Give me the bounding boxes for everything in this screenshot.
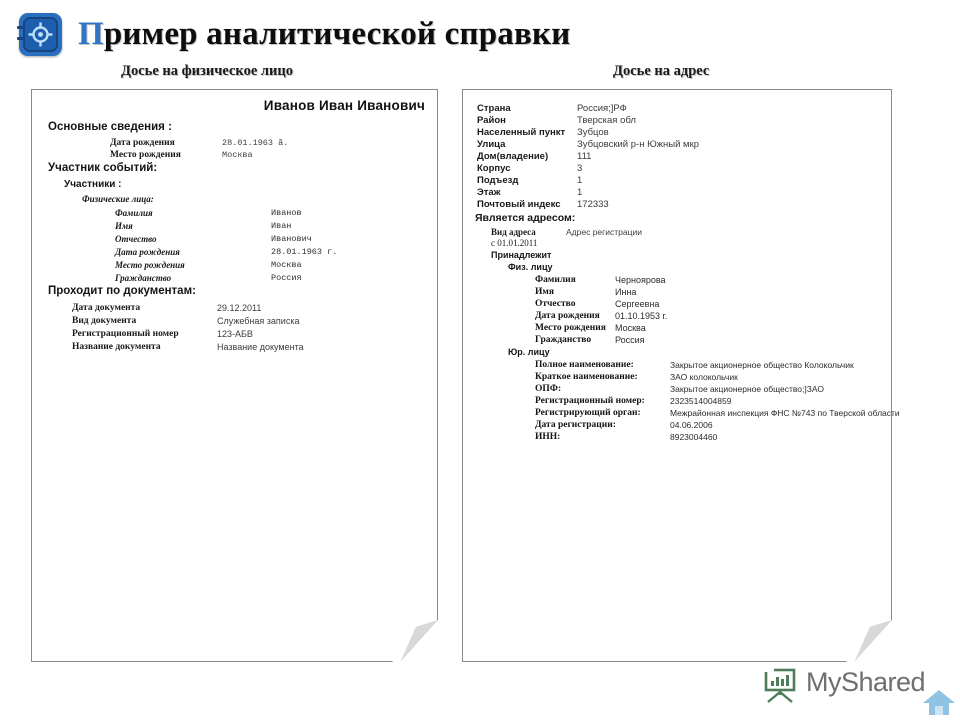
row-value: 123-АБВ [217,329,253,339]
row-label: Дом(владение) [477,151,549,162]
row-value: Адрес регистрации [566,227,642,237]
section-documents: Проходит по документам: [48,285,196,297]
row-label: Страна [477,103,511,114]
row-label: Отчество [115,234,157,244]
subsection-legal-entity: Юр. лицу [508,347,550,357]
page-title-initial: П [78,16,104,52]
row-label: Вид документа [72,316,137,326]
row-label: Населенный пункт [477,127,566,138]
row-label: Район [477,115,506,126]
row-value: 04.06.2006 [670,420,713,430]
row-value: Служебная записка [217,316,300,326]
row-label: Улица [477,139,506,150]
subsection-natural-persons: Физические лица: [82,194,154,204]
subtitle-person-dossier: Досье на физическое лицо [121,63,293,79]
row-value: Зубцовский р-н Южный мкр [577,139,700,150]
section-is-address: Является адресом: [475,212,576,224]
row-value: Иванов [271,208,302,218]
target-board-icon [27,21,54,48]
subsection-natural-person: Физ. лицу [508,262,553,272]
row-label: Регистрирующий орган: [535,408,641,418]
row-value: Закрытое акционерное общество Колокольчик [670,360,854,370]
row-value: Россия [271,273,302,283]
row-label: Имя [535,287,554,297]
row-label: Гражданство [535,335,592,345]
home-icon [922,688,956,716]
row-value: Россия [615,335,645,345]
address-since-value: с 01.01.2011 [491,238,538,248]
row-value: 2323514004859 [670,396,732,406]
row-label: Этаж [477,187,501,198]
row-value: 01.10.1953 г. [615,311,668,321]
row-value: Закрытое акционерное общество;]ЗАО [670,384,824,394]
row-value: 111 [577,151,592,162]
row-value: Иван [271,221,292,231]
row-label: Подъезд [477,175,519,186]
row-label: Почтовый индекс [477,199,561,210]
row-value: Сергеевна [615,299,660,309]
row-label: Полное наименование: [535,360,634,370]
row-value: 29.12.2011 [217,303,262,313]
row-label: Регистрационный номер: [535,396,645,406]
row-label: Дата рождения [110,138,175,148]
row-value: 28.01.1963 г. [271,247,338,257]
row-value: Иванович [271,234,312,244]
row-label: Имя [115,221,133,231]
presentation-chart-icon [762,666,802,706]
row-label: Фамилия [535,275,576,285]
row-value: Москва [615,323,646,333]
row-label: ОПФ: [535,384,562,394]
watermark [762,666,926,711]
page-fold-corner [846,620,892,662]
row-label: Краткое наименование: [535,372,638,382]
section-main-info: Основные сведения : [48,121,172,133]
address-dossier-content [463,90,900,661]
row-value: 1 [577,187,583,198]
row-value: Чернoярова [615,275,666,285]
row-label: Отчество [535,299,576,309]
row-value: 8923004460 [670,432,718,442]
watermark-label: MyShared [806,667,926,697]
table-row [535,432,717,450]
page-fold-corner [392,620,438,662]
row-label: Дата документа [72,303,141,313]
row-value: 28.01.1963 ã. [222,138,289,148]
row-value: Межрайонная инспекция ФНС №743 по Тверской области [670,408,900,418]
row-label: Вид адреса [491,227,536,237]
row-value: Зубцов [577,127,609,138]
address-dossier-page [462,89,900,662]
row-label: Дата рождения [115,247,180,257]
row-label: Место рождения [115,260,185,270]
row-value: ЗАО колокольчик [670,372,738,382]
person-dossier-content [32,90,437,661]
page-title-rest: ример аналитической справки [103,16,571,52]
row-value: Инна [615,287,637,297]
row-value: 1 [577,175,583,186]
table-row [72,342,304,360]
row-label: Дата рождения [535,311,600,321]
row-label: Место рождения [535,323,606,333]
row-value: Москва [271,260,302,270]
row-value: 172333 [577,199,609,210]
person-dossier-page [31,89,438,662]
row-value: Название документа [217,342,304,352]
row-value: 3 [577,163,583,174]
subsection-belongs-to: Принадлежит [491,250,552,260]
row-label: Место рождения [110,150,181,160]
subtitle-address-dossier: Досье на адрес [613,63,710,79]
person-full-name: Иванов Иван Иванович [263,98,425,113]
page-title [78,16,570,53]
row-label: Корпус [477,163,511,174]
subsection-participants: Участники : [64,179,122,190]
row-label: Гражданство [115,273,172,283]
row-label: Название документа [72,342,161,352]
row-label: Фамилия [115,208,153,218]
row-label: ИНН: [535,432,561,442]
table-row [535,335,645,353]
row-value: Москва [222,150,253,160]
row-label: Регистрационный номер [72,329,179,339]
row-value: Тверская обл [577,115,636,126]
row-label: Дата регистрации: [535,420,616,430]
row-value: Россия;]РФ [577,103,627,114]
section-event-participant: Участник событий: [48,162,158,174]
app-logo-icon [19,13,62,56]
